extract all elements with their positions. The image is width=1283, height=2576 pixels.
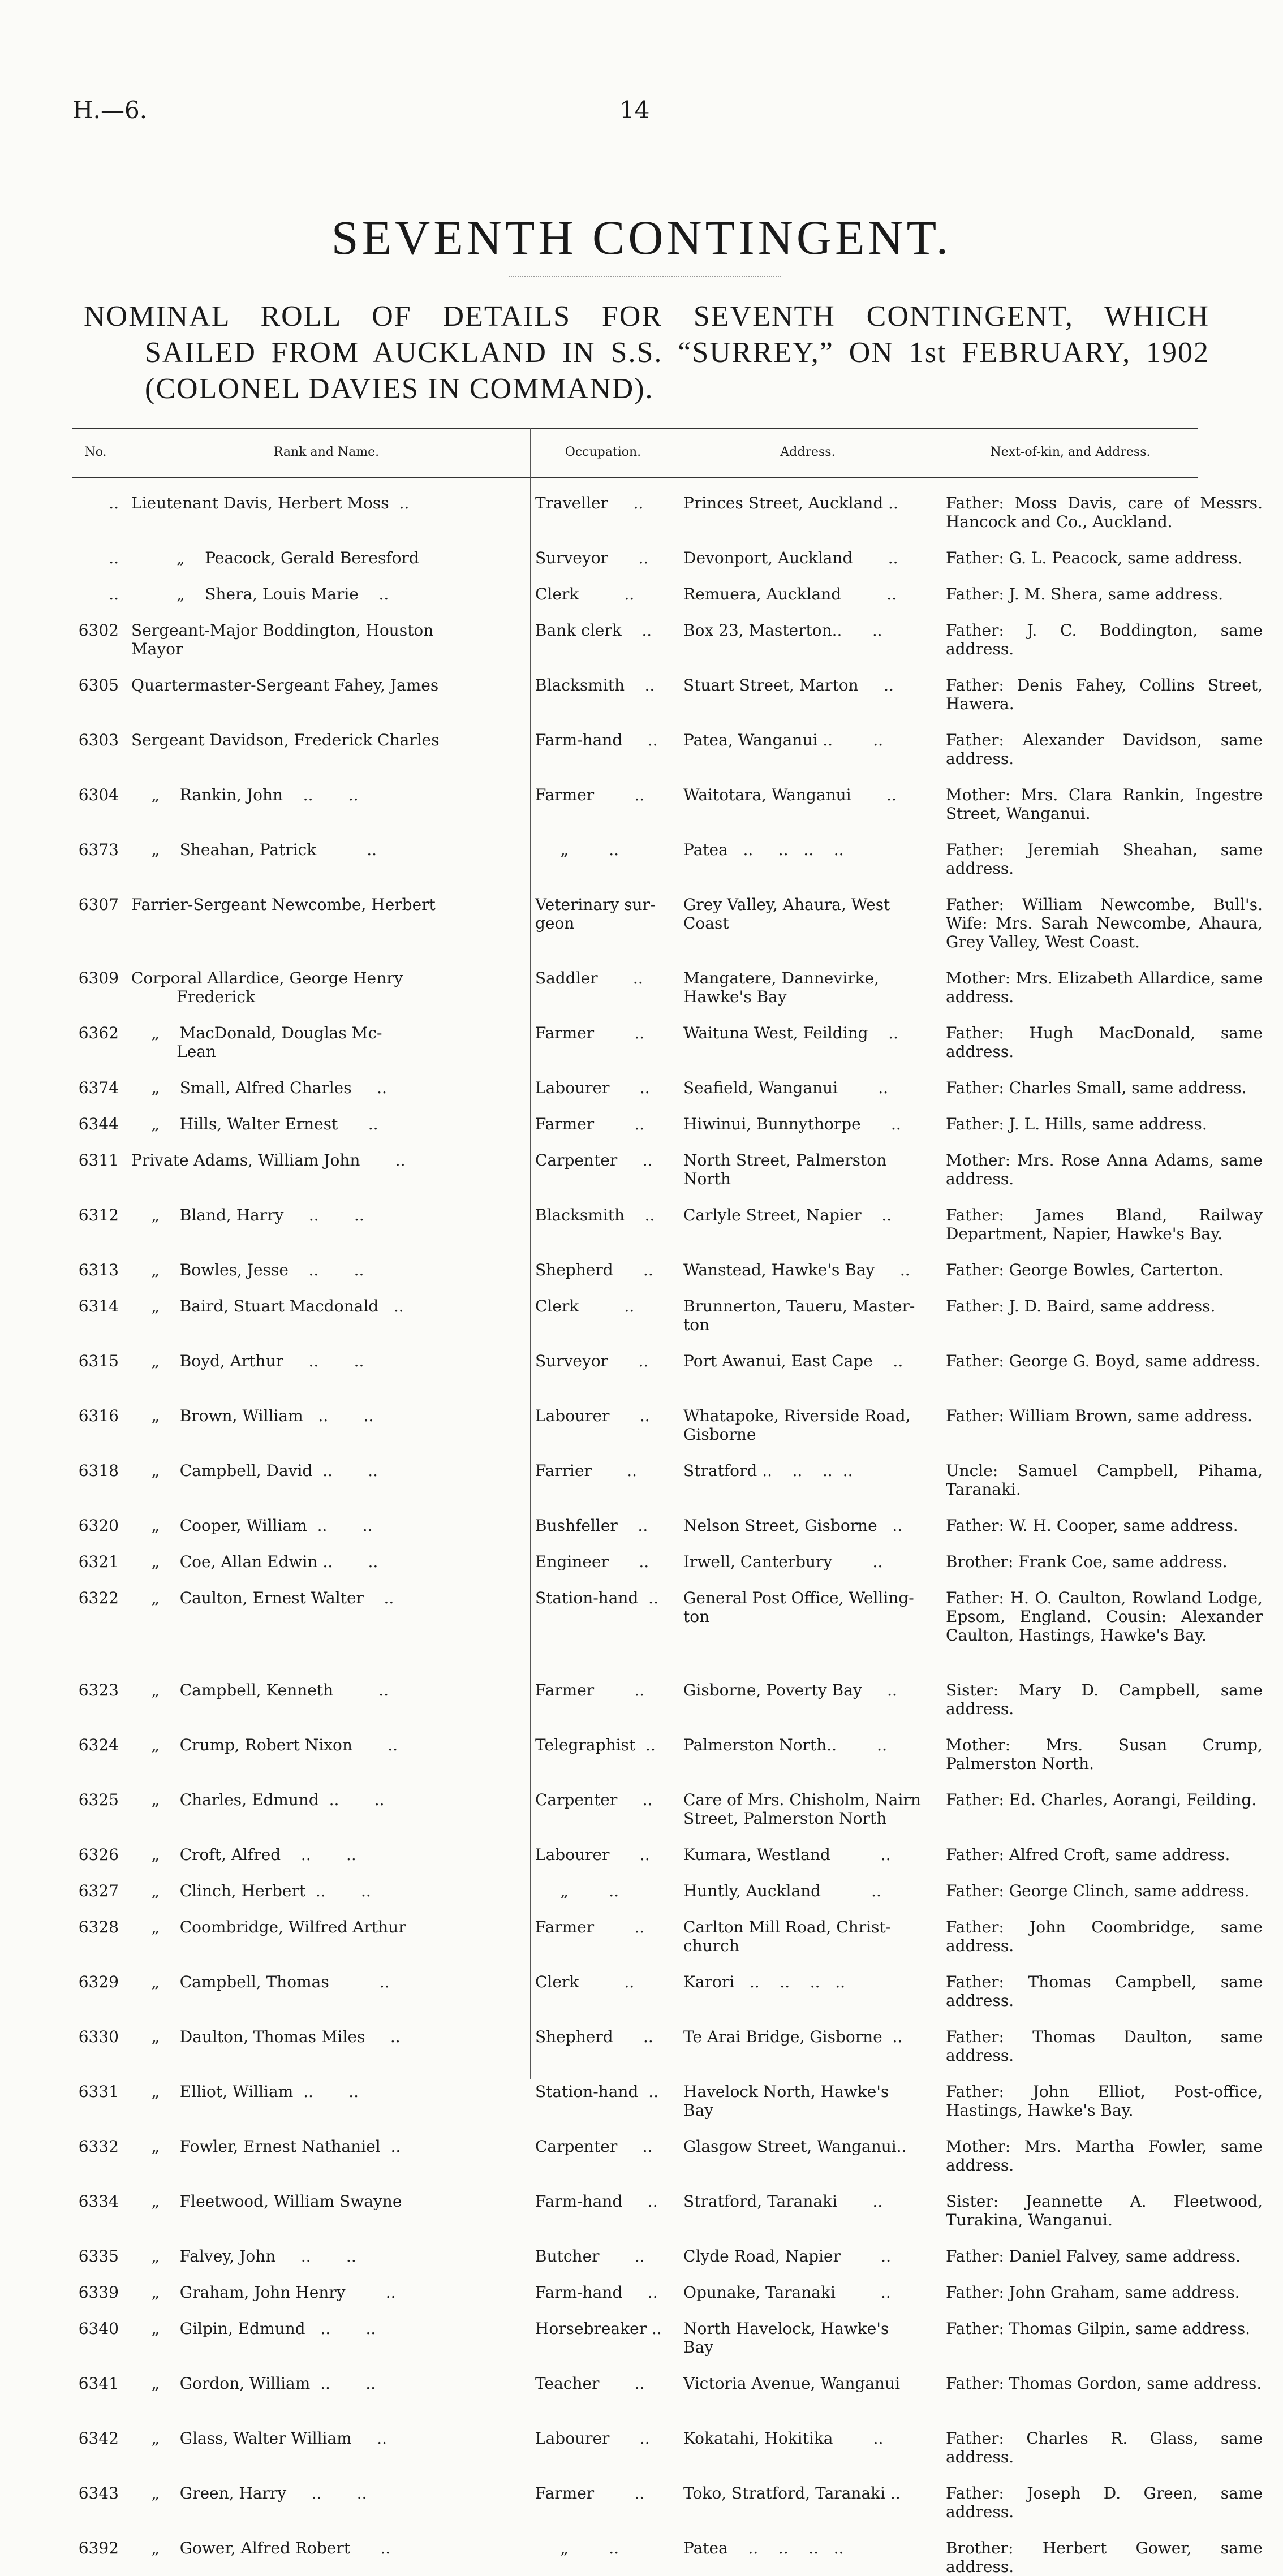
occupation: Teacher .. <box>535 2374 645 2393</box>
row-number: 6327 <box>78 1882 119 1900</box>
rank-and-name: „ Clinch, Herbert .. .. <box>131 1882 371 1900</box>
occupation: Carpenter .. <box>535 2137 653 2156</box>
address: Palmerston North.. .. <box>683 1736 887 1754</box>
address: Clyde Road, Napier .. <box>683 2247 891 2266</box>
row-number: 6305 <box>78 676 119 694</box>
next-of-kin: Father: John Coombridge, same address. <box>946 1918 1263 1955</box>
address: Nelson Street, Gisborne .. <box>683 1516 903 1535</box>
rank-and-name: Sergeant-Major Boddington, Houston Mayor <box>131 621 434 658</box>
next-of-kin: Father: William Newcombe, Bull's. Wife: Mrs. Sarah Newcombe, Ahaura, Grey Valley, West Coast. <box>946 895 1263 951</box>
occupation: Shepherd .. <box>535 1261 653 1279</box>
occupation: Telegraphist .. <box>535 1736 656 1754</box>
row-number: .. <box>109 585 119 603</box>
occupation: Blacksmith .. <box>535 676 655 694</box>
address: Kumara, Westland .. <box>683 1845 891 1864</box>
rank-and-name: Farrier-Sergeant Newcombe, Herbert <box>131 895 436 914</box>
occupation: Farmer .. <box>535 2484 645 2502</box>
address: North Street, Palmerston North <box>683 1151 887 1188</box>
column-header-name: Rank and Name. <box>273 445 380 459</box>
next-of-kin: Father: Jeremiah Sheahan, same address. <box>946 840 1263 878</box>
row-number: 6321 <box>78 1552 119 1571</box>
address: Kokatahi, Hokitika .. <box>683 2429 884 2448</box>
address: Waituna West, Feilding .. <box>683 1024 899 1042</box>
next-of-kin: Father: Denis Fahey, Collins Street, Hawera. <box>946 676 1263 713</box>
row-number: 6343 <box>78 2484 119 2502</box>
next-of-kin: Father: W. H. Cooper, same address. <box>946 1516 1238 1535</box>
row-number: 6344 <box>78 1115 119 1133</box>
occupation: Farm-hand .. <box>535 731 658 749</box>
row-number: 6335 <box>78 2247 119 2266</box>
occupation: Farmer .. <box>535 1024 645 1042</box>
row-number: 6331 <box>78 2082 119 2101</box>
row-number: 6309 <box>78 969 119 987</box>
row-number: .. <box>109 494 119 512</box>
row-number: 6311 <box>78 1151 119 1170</box>
occupation: Labourer .. <box>535 2429 650 2448</box>
next-of-kin: Mother: Mrs. Susan Crump, Palmerston North. <box>946 1736 1263 1773</box>
rank-and-name: „ Elliot, William .. .. <box>131 2082 359 2101</box>
next-of-kin: Father: George Bowles, Carterton. <box>946 1261 1224 1279</box>
address: Huntly, Auckland .. <box>683 1882 881 1900</box>
document-code: H.—6. <box>72 96 148 124</box>
address: Seafield, Wanganui .. <box>683 1078 889 1097</box>
row-number: 6313 <box>78 1261 119 1279</box>
occupation: Surveyor .. <box>535 549 649 567</box>
next-of-kin: Father: Thomas Campbell, same address. <box>946 1973 1263 2010</box>
rank-and-name: „ Croft, Alfred .. .. <box>131 1845 356 1864</box>
next-of-kin: Sister: Jeannette A. Fleetwood, Turakina, Wanganui. <box>946 2192 1263 2229</box>
row-number: 6334 <box>78 2192 119 2211</box>
rank-and-name: „ Shera, Louis Marie .. <box>131 585 389 603</box>
subtitle-line-1: NOMINAL ROLL OF DETAILS FOR SEVENTH CONTINGENT, WHICH <box>84 300 1209 333</box>
occupation: Station-hand .. <box>535 1589 658 1607</box>
rank-and-name: „ Coe, Allan Edwin .. .. <box>131 1552 378 1571</box>
rank-and-name: „ Fleetwood, William Swayne <box>131 2192 402 2211</box>
rank-and-name: „ Daulton, Thomas Miles .. <box>131 2027 401 2046</box>
address: North Havelock, Hawke's Bay <box>683 2319 889 2357</box>
row-number: 6373 <box>78 840 119 859</box>
title-divider <box>509 276 781 277</box>
occupation: Saddler .. <box>535 969 643 987</box>
rank-and-name: „ Campbell, Kenneth .. <box>131 1681 389 1699</box>
next-of-kin: Father: H. O. Caulton, Rowland Lodge, Epsom, England. Cousin: Alexander Caulton, Hastings, Hawke's Bay. <box>946 1589 1263 1645</box>
rank-and-name: „ Coombridge, Wilfred Arthur <box>131 1918 406 1936</box>
rank-and-name: „ Campbell, Thomas .. <box>131 1973 390 1991</box>
page-title: SEVENTH CONTINGENT. <box>331 210 952 265</box>
rank-and-name: „ Cooper, William .. .. <box>131 1516 373 1535</box>
row-number: 6374 <box>78 1078 119 1097</box>
rank-and-name: „ Gower, Alfred Robert .. <box>131 2539 391 2557</box>
next-of-kin: Father: Moss Davis, care of Messrs. Hancock and Co., Auckland. <box>946 494 1263 531</box>
rank-and-name: „ Graham, John Henry .. <box>131 2283 396 2302</box>
address: Hiwinui, Bunnythorpe .. <box>683 1115 901 1133</box>
next-of-kin: Father: John Graham, same address. <box>946 2283 1240 2302</box>
address: Glasgow Street, Wanganui.. <box>683 2137 907 2156</box>
occupation: Butcher .. <box>535 2247 645 2266</box>
address: Stuart Street, Marton .. <box>683 676 894 694</box>
next-of-kin: Father: G. L. Peacock, same address. <box>946 549 1243 567</box>
rank-and-name: Sergeant Davidson, Frederick Charles <box>131 731 440 749</box>
occupation: Engineer .. <box>535 1552 649 1571</box>
occupation: Carpenter .. <box>535 1790 653 1809</box>
next-of-kin: Father: William Brown, same address. <box>946 1406 1252 1425</box>
next-of-kin: Father: J. M. Shera, same address. <box>946 585 1223 603</box>
rank-and-name: „ Brown, William .. .. <box>131 1406 374 1425</box>
next-of-kin: Father: J. C. Boddington, same address. <box>946 621 1263 658</box>
rank-and-name: „ Boyd, Arthur .. .. <box>131 1352 364 1370</box>
occupation: Farmer .. <box>535 786 645 804</box>
roll-subtitle <box>84 299 1209 407</box>
address: Patea .. .. .. .. <box>683 840 844 859</box>
occupation: Shepherd .. <box>535 2027 653 2046</box>
subtitle-line-3: (COLONEL DAVIES IN COMMAND). <box>145 373 654 405</box>
column-header-address: Address. <box>780 445 836 459</box>
row-number: 6315 <box>78 1352 119 1370</box>
occupation: Blacksmith .. <box>535 1206 655 1224</box>
occupation: „ .. <box>535 2539 619 2557</box>
rank-and-name: Quartermaster-Sergeant Fahey, James <box>131 676 439 694</box>
next-of-kin: Father: Hugh MacDonald, same address. <box>946 1024 1263 1061</box>
next-of-kin: Father: Thomas Daulton, same address. <box>946 2027 1263 2065</box>
next-of-kin: Father: George Clinch, same address. <box>946 1882 1250 1900</box>
rank-and-name: „ Crump, Robert Nixon .. <box>131 1736 398 1754</box>
rank-and-name: Corporal Allardice, George Henry Frederick <box>131 969 403 1006</box>
occupation: Clerk .. <box>535 1297 635 1315</box>
rank-and-name: „ Sheahan, Patrick .. <box>131 840 377 859</box>
occupation: Farm-hand .. <box>535 2192 658 2211</box>
rank-and-name: „ Green, Harry .. .. <box>131 2484 367 2502</box>
rank-and-name: „ Gordon, William .. .. <box>131 2374 376 2393</box>
rank-and-name: „ Gilpin, Edmund .. .. <box>131 2319 376 2338</box>
occupation: Station-hand .. <box>535 2082 658 2101</box>
row-number: 6362 <box>78 1024 119 1042</box>
next-of-kin: Father: J. L. Hills, same address. <box>946 1115 1207 1133</box>
occupation: Labourer .. <box>535 1845 650 1864</box>
column-header-next-of-kin: Next-of-kin, and Address. <box>990 445 1151 459</box>
next-of-kin: Father: Ed. Charles, Aorangi, Feilding. <box>946 1790 1257 1809</box>
occupation: Farm-hand .. <box>535 2283 658 2302</box>
row-number: 6314 <box>78 1297 119 1315</box>
occupation: Traveller .. <box>535 494 644 512</box>
next-of-kin: Father: Thomas Gordon, same address. <box>946 2374 1262 2393</box>
next-of-kin: Father: Thomas Gilpin, same address. <box>946 2319 1251 2338</box>
next-of-kin: Father: John Elliot, Post-office, Hastings, Hawke's Bay. <box>946 2082 1263 2120</box>
row-number: 6303 <box>78 731 119 749</box>
next-of-kin: Father: Charles Small, same address. <box>946 1078 1247 1097</box>
row-number: 6325 <box>78 1790 119 1809</box>
address: Brunnerton, Taueru, Master- ton <box>683 1297 915 1334</box>
row-number: 6304 <box>78 786 119 804</box>
address: Victoria Avenue, Wanganui <box>683 2374 901 2393</box>
address: Patea, Wanganui .. .. <box>683 731 884 749</box>
occupation: Carpenter .. <box>535 1151 653 1170</box>
occupation: Clerk .. <box>535 585 635 603</box>
rank-and-name: „ Bland, Harry .. .. <box>131 1206 364 1224</box>
row-number: 6307 <box>78 895 119 914</box>
rank-and-name: „ Peacock, Gerald Beresford <box>131 549 419 567</box>
address: Stratford .. .. .. .. <box>683 1461 853 1480</box>
next-of-kin: Father: Daniel Falvey, same address. <box>946 2247 1241 2266</box>
next-of-kin: Brother: Frank Coe, same address. <box>946 1552 1228 1571</box>
next-of-kin: Father: Joseph D. Green, same address. <box>946 2484 1263 2521</box>
address: Mangatere, Dannevirke, Hawke's Bay <box>683 969 879 1006</box>
row-number: 6339 <box>78 2283 119 2302</box>
occupation: „ .. <box>535 1882 619 1900</box>
next-of-kin: Mother: Mrs. Elizabeth Allardice, same address. <box>946 969 1263 1006</box>
rank-and-name: „ Caulton, Ernest Walter .. <box>131 1589 394 1607</box>
rank-and-name: „ Rankin, John .. .. <box>131 786 359 804</box>
occupation: „ .. <box>535 840 619 859</box>
occupation: Surveyor .. <box>535 1352 649 1370</box>
column-header-occupation: Occupation. <box>565 445 642 459</box>
row-number: 6326 <box>78 1845 119 1864</box>
row-number: 6392 <box>78 2539 119 2557</box>
rank-and-name: „ Glass, Walter William .. <box>131 2429 388 2448</box>
rank-and-name: „ MacDonald, Douglas Mc- Lean <box>151 1024 382 1061</box>
address: Devonport, Auckland .. <box>683 549 898 567</box>
rank-and-name: „ Baird, Stuart Macdonald .. <box>131 1297 404 1315</box>
rank-and-name: „ Fowler, Ernest Nathaniel .. <box>131 2137 401 2156</box>
rank-and-name: Private Adams, William John .. <box>131 1151 406 1170</box>
row-number: 6330 <box>78 2027 119 2046</box>
next-of-kin: Brother: Herbert Gower, same address. <box>946 2539 1263 2576</box>
column-header-no: No. <box>84 445 107 459</box>
occupation: Bushfeller .. <box>535 1516 648 1535</box>
table-header <box>72 428 1198 478</box>
row-number: 6318 <box>78 1461 119 1480</box>
address: Waitotara, Wanganui .. <box>683 786 897 804</box>
occupation: Labourer .. <box>535 1406 650 1425</box>
next-of-kin: Father: James Bland, Railway Department, Napier, Hawke's Bay. <box>946 1206 1263 1243</box>
next-of-kin: Mother: Mrs. Clara Rankin, Ingestre Street, Wanganui. <box>946 786 1263 823</box>
row-number: 6332 <box>78 2137 119 2156</box>
row-number: 6340 <box>78 2319 119 2338</box>
rank-and-name: „ Bowles, Jesse .. .. <box>131 1261 364 1279</box>
address: Toko, Stratford, Taranaki .. <box>683 2484 901 2502</box>
next-of-kin: Uncle: Samuel Campbell, Pihama, Taranaki. <box>946 1461 1263 1499</box>
address: Wanstead, Hawke's Bay .. <box>683 1261 910 1279</box>
next-of-kin: Father: Alfred Croft, same address. <box>946 1845 1230 1864</box>
address: Karori .. .. .. .. <box>683 1973 846 1991</box>
address: General Post Office, Welling- ton <box>683 1589 914 1626</box>
address: Whatapoke, Riverside Road, Gisborne <box>683 1406 911 1444</box>
next-of-kin: Mother: Mrs. Rose Anna Adams, same address. <box>946 1151 1263 1188</box>
occupation: Farmer .. <box>535 1115 645 1133</box>
next-of-kin: Mother: Mrs. Martha Fowler, same address. <box>946 2137 1263 2174</box>
rank-and-name: Lieutenant Davis, Herbert Moss .. <box>131 494 410 512</box>
row-number: .. <box>109 549 119 567</box>
row-number: 6329 <box>78 1973 119 1991</box>
next-of-kin: Father: J. D. Baird, same address. <box>946 1297 1216 1315</box>
address: Remuera, Auckland .. <box>683 585 897 603</box>
row-number: 6312 <box>78 1206 119 1224</box>
occupation: Farmer .. <box>535 1681 645 1699</box>
occupation: Farmer .. <box>535 1918 645 1936</box>
address: Care of Mrs. Chisholm, Nairn Street, Palmerston North <box>683 1790 921 1828</box>
address: Havelock North, Hawke's Bay <box>683 2082 889 2120</box>
row-number: 6324 <box>78 1736 119 1754</box>
occupation: Clerk .. <box>535 1973 635 1991</box>
next-of-kin: Sister: Mary D. Campbell, same address. <box>946 1681 1263 1718</box>
occupation: Bank clerk .. <box>535 621 652 640</box>
row-number: 6323 <box>78 1681 119 1699</box>
address: Carlton Mill Road, Christ- church <box>683 1918 892 1955</box>
address: Grey Valley, Ahaura, West Coast <box>683 895 890 933</box>
rank-and-name: „ Hills, Walter Ernest .. <box>131 1115 378 1133</box>
subtitle-line-2: SAILED FROM AUCKLAND IN S.S. “SURREY,” ON 1st FEBRUARY, 1902 <box>145 336 1209 369</box>
row-number: 6302 <box>78 621 119 640</box>
address: Carlyle Street, Napier .. <box>683 1206 892 1224</box>
address: Patea .. .. .. .. <box>683 2539 844 2557</box>
row-number: 6316 <box>78 1406 119 1425</box>
occupation: Horsebreaker .. <box>535 2319 662 2338</box>
rank-and-name: „ Charles, Edmund .. .. <box>131 1790 385 1809</box>
next-of-kin: Father: George G. Boyd, same address. <box>946 1352 1260 1370</box>
row-number: 6320 <box>78 1516 119 1535</box>
next-of-kin: Father: Charles R. Glass, same address. <box>946 2429 1263 2466</box>
address: Opunake, Taranaki .. <box>683 2283 891 2302</box>
page-number: 14 <box>619 96 650 124</box>
rank-and-name: „ Campbell, David .. .. <box>131 1461 378 1480</box>
address: Princes Street, Auckland .. <box>683 494 898 512</box>
address: Te Arai Bridge, Gisborne .. <box>683 2027 903 2046</box>
nominal-roll-table <box>72 428 1198 478</box>
address: Port Awanui, East Cape .. <box>683 1352 903 1370</box>
occupation: Veterinary sur- geon <box>535 895 656 933</box>
rank-and-name: „ Small, Alfred Charles .. <box>131 1078 387 1097</box>
address: Box 23, Masterton.. .. <box>683 621 882 640</box>
rank-and-name: „ Falvey, John .. .. <box>131 2247 356 2266</box>
address: Stratford, Taranaki .. <box>683 2192 883 2211</box>
row-number: 6342 <box>78 2429 119 2448</box>
row-number: 6328 <box>78 1918 119 1936</box>
column-rule <box>530 428 531 2079</box>
row-number: 6322 <box>78 1589 119 1607</box>
row-number: 6341 <box>78 2374 119 2393</box>
address: Irwell, Canterbury .. <box>683 1552 883 1571</box>
next-of-kin: Father: Alexander Davidson, same address. <box>946 731 1263 768</box>
address: Gisborne, Poverty Bay .. <box>683 1681 897 1699</box>
occupation: Farrier .. <box>535 1461 638 1480</box>
occupation: Labourer .. <box>535 1078 650 1097</box>
